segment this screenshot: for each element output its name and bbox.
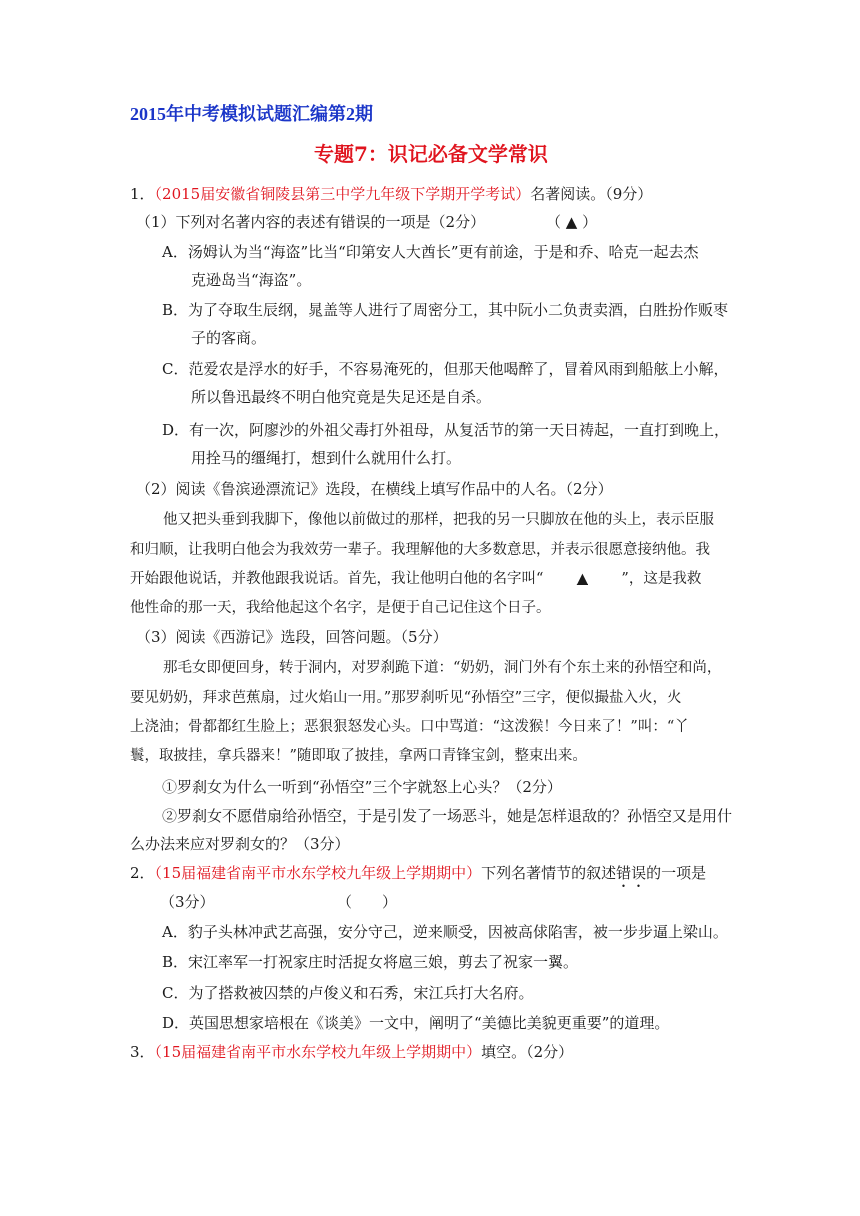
question-number: 2． — [130, 864, 155, 882]
option-c: C．为了搭救被囚禁的卢俊义和石秀，宋江兵打大名府。 — [162, 984, 534, 1002]
excerpt-line: 那毛女即便回身，转于洞内，对罗刹跪下道：“奶奶，洞门外有个东土来的孙悟空和尚， — [163, 660, 722, 676]
question-source: （15届福建省南平市水东学校九年级上学期期中） — [154, 1043, 482, 1061]
question-prompt: 的一项是 — [646, 864, 707, 882]
option-d-cont: 用拴马的缰绳打，想到什么就用什么打。 — [191, 449, 462, 467]
question-number: 1． — [130, 185, 155, 203]
subquestion-3-stem: （3）阅读《西游记》选段，回答问题。（5分） — [136, 628, 448, 646]
question-prompt: 填空。（2分） — [481, 1043, 574, 1061]
option-b: B．为了夺取生辰纲，晁盖等人进行了周密分工，其中阮小二负责卖酒，白胜扮作贩枣 — [162, 301, 729, 319]
option-b-cont: 子的客商。 — [191, 329, 267, 347]
question-2-header — [130, 863, 706, 891]
option-a-cont: 克逊岛当“海盗”。 — [191, 271, 312, 289]
option-a: A．豹子头林冲武艺高强，安分守己，逆来顺受，因被高俅陷害，被一步步逼上梁山。 — [162, 923, 728, 941]
answer-bracket: （ ▲ ） — [546, 213, 598, 231]
section-subtitle: 专题7：识记必备文学常识 — [314, 142, 548, 166]
subquestion-3-2-cont: 么办法来应对罗刹女的？（3分） — [130, 835, 350, 853]
option-c: C．范爱农是浮水的好手，不容易淹死的，但那天他喝醉了，冒着风雨到船舷上小解， — [162, 360, 729, 378]
question-prompt: 下列名著情节的叙述 — [481, 864, 617, 882]
question-1-header — [130, 184, 652, 204]
subquestion-3-1: ①罗刹女为什么一听到“孙悟空”三个字就怒上心头？（2分） — [162, 778, 562, 796]
excerpt-line: 和归顺，让我明白他会为我效劳一辈子。我理解他的大多数意思，并表示很愿意接纳他。我 — [130, 542, 710, 558]
option-d: D．英国思想家培根在《谈美》一文中，阐明了“美德比美貌更重要”的道理。 — [162, 1014, 670, 1032]
excerpt-line: 上浇油；骨都都红生脸上；恶狠狠怒发心头。口中骂道：“这泼猴！今日来了！”叫：“丫 — [130, 719, 689, 735]
question-source: （2015届安徽省铜陵县第三中学九年级下学期开学考试） — [154, 185, 531, 203]
excerpt-line: 他又把头垂到我脚下，像他以前做过的那样，把我的另一只脚放在他的头上，表示臣服 — [163, 512, 714, 528]
question-source: （15届福建省南平市水东学校九年级上学期期中） — [154, 864, 482, 882]
option-c-cont: 所以鲁迅最终不明白他究竟是失足还是自杀。 — [191, 388, 492, 406]
excerpt-line: 他性命的那一天，我给他起这个名字，是便于自己记住这个日子。 — [130, 600, 551, 616]
excerpt-text: ”，这是我救 — [621, 571, 702, 587]
question-number: 3． — [130, 1043, 155, 1061]
option-b: B．宋江率军一打祝家庄时活捉女将扈三娘，剪去了祝家一翼。 — [162, 953, 579, 971]
subquestion-2-stem: （2）阅读《鲁滨逊漂流记》选段，在横线上填写作品中的人名。（2分） — [136, 480, 613, 498]
question-2-score: （3分） — [160, 893, 215, 911]
subquestion-3-2: ②罗刹女不愿借扇给孙悟空，于是引发了一场恶斗，她是怎样退敌的？孙悟空又是用什 — [162, 807, 733, 825]
question-3-header — [130, 1042, 573, 1062]
page-title: 2015年中考模拟试题汇编第2期 — [130, 104, 373, 124]
fill-blank: ▲ — [576, 571, 588, 587]
subquestion-1-stem: （1）下列对名著内容的表述有错误的一项是（2分） — [136, 213, 486, 231]
question-prompt: 名著阅读。（9分） — [530, 185, 653, 203]
excerpt-line-with-blank — [130, 569, 701, 589]
option-a: A．汤姆认为当“海盗”比当“印第安人大酋长”更有前途，于是和乔、哈克一起去杰 — [162, 243, 699, 261]
answer-bracket: （ ） — [337, 893, 398, 911]
excerpt-line: 要见奶奶，拜求芭蕉扇，过火焰山一用。”那罗刹听见“孙悟空”三字，便似撮盐入火，火 — [130, 690, 682, 706]
emphasized-word: 错误 — [616, 864, 647, 882]
option-d: D．有一次，阿廖沙的外祖父毒打外祖母，从复活节的第一天日祷起，一直打到晚上， — [162, 421, 730, 439]
excerpt-line: 鬟，取披挂，拿兵器来！”随即取了披挂，拿两口青锋宝剑，整束出来。 — [130, 748, 587, 764]
excerpt-text: 开始跟他说话，并教他跟我说话。首先，我让他明白他的名字叫“ — [130, 571, 544, 587]
